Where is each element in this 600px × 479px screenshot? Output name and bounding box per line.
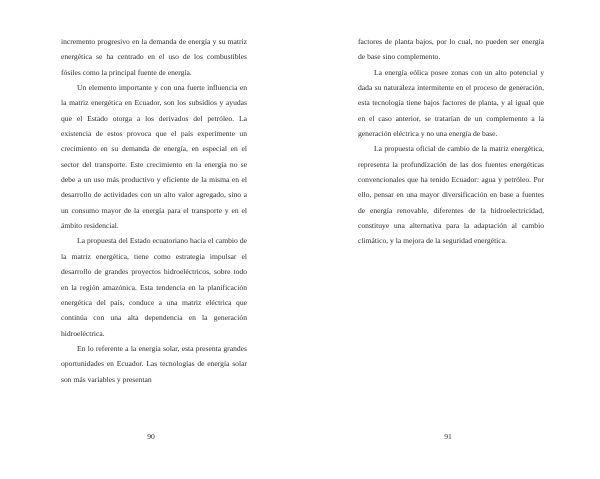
right-page-number: 91 xyxy=(444,432,452,441)
right-paragraph-2: La energía eólica posee zonas con un alto potencial y dada su naturaleza intermitente en el proceso de generación, esta tecnología tiene bajos factores de planta, y al igual que en el caso anterior, se tratarían de un complemento a la generación eléctrica y no una energía de base. xyxy=(358,67,544,139)
left-paragraph-2: Un elemento importante y con una fuerte influencia en la matriz energética en Ecuador, son los subsidios y ayudas que el Estado otorga a los derivados del petróleo. La existencia de estos provoca que el país experimente un crecimiento en su demanda de energía, en especial en el sector del transporte. Este crecimiento en la energía no se debe a un uso más productivo y eficiente de la misma en el desarrollo de actividades con un alto valor agregado, sino a un consumo mayor de la energía para el transporte y en el ámbito residencial. xyxy=(61,83,247,231)
left-paragraph-3: La propuesta del Estado ecuatoriano hacia el cambio de la matriz energética, tiene como estrategia impulsar el desarrollo de grandes proyectos hidroeléctricos, sobre todo en la región amazónica. Esta tendencia en la planificación energética del país, conduce a una matriz eléctrica que continúa con una alta dependencia en la generación hidroeléctrica. xyxy=(61,236,247,338)
right-paragraph-3: La propuesta oficial de cambio de la matriz energética, representa la profundización de las dos fuentes energéticas convencionales que ha tenido Ecuador: agua y petróleo. Por ello, pensar en una mayor diversificación en base a fuentes de energía renovable, diferentes de la hidroelectricidad, constituye una alternativa para la adaptación al cambio climático, y la mejora de la seguridad energética. xyxy=(358,144,544,246)
right-paragraph-1: factores de planta bajos, por lo cual, no pueden ser energía de base sino complemento. xyxy=(358,37,544,62)
left-paragraph-1: incremento progresivo en la demanda de energía y su matriz energética se ha centrado en el uso de los combustibles fósiles como la principal fuente de energía. xyxy=(61,37,247,77)
left-paragraph-4: En lo referente a la energía solar, esta presenta grandes oportunidades en Ecuador. Las tecnologías de energía solar son más variables y presentan xyxy=(61,343,247,384)
right-page-text xyxy=(358,34,544,249)
left-page-text xyxy=(61,34,247,387)
left-page-number: 90 xyxy=(147,432,155,441)
